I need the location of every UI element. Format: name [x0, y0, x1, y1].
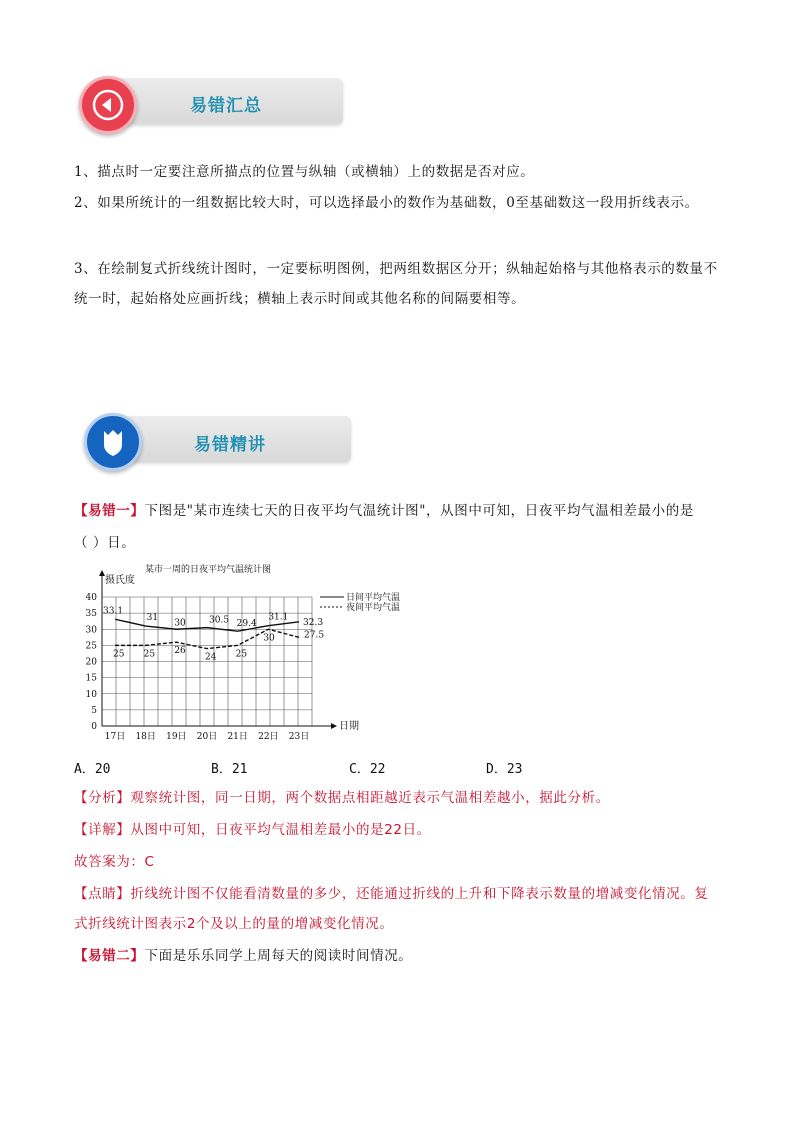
- option-d[interactable]: D．23: [486, 762, 523, 777]
- back-arrow-icon: [79, 76, 137, 134]
- data-label: 31.1: [268, 612, 289, 623]
- data-label: 32.3: [303, 617, 324, 628]
- question-tag: 【易错二】: [74, 948, 145, 964]
- option-a[interactable]: A．20: [74, 762, 111, 777]
- x-tick-label: 22日: [258, 732, 279, 742]
- y-axis-label: 摄氏度: [105, 575, 135, 586]
- question-text: 下图是"某市连续七天的日夜平均气温统计图"，从图中可知，日夜平均气温相差最小的是: [144, 503, 694, 519]
- x-tick-label: 20日: [196, 732, 218, 742]
- shield-icon: [84, 413, 142, 471]
- y-tick-label: 25: [85, 641, 97, 652]
- data-label: 33.1: [103, 606, 124, 617]
- data-label: 30.5: [209, 615, 230, 626]
- temperature-line-chart: [70, 563, 430, 748]
- y-tick-label: 0: [91, 722, 97, 732]
- y-tick-label: 30: [85, 625, 97, 636]
- comment-text-end: 个及以上的量的增减变化情况。: [196, 916, 394, 932]
- detail: [74, 815, 724, 845]
- y-tick-label: 35: [85, 609, 97, 620]
- x-tick-label: 23日: [288, 732, 310, 742]
- answer-text: 故答案为：: [74, 854, 145, 870]
- detail-tag: 【详解】: [74, 822, 131, 838]
- data-label: 26: [174, 646, 186, 657]
- comment: [74, 879, 722, 939]
- detail-text: 从图中可知，日夜平均气温相差最小的是: [130, 822, 385, 838]
- answer-value: C: [144, 854, 155, 870]
- data-label: 25: [113, 649, 125, 660]
- option-b[interactable]: B．21: [211, 762, 248, 777]
- summary-item-3: 3、在绘制复式折线统计图时，一定要标明图例，把两组数据区分开；纵轴起始格与其他格表示的数量不统一时，起始格处应画折线；横轴上表示时间或其他名称的间隔要相等。: [74, 261, 718, 307]
- analysis-tag: 【分析】: [74, 790, 131, 806]
- analysis: [74, 783, 724, 813]
- question-text: 下面是乐乐同学上周每天的阅读时间情况。: [144, 948, 413, 964]
- summary-item-2: 2、如果所统计的一组数据比较大时，可以选择最小的数作为基础数，0至基础数这一段用折线表示。: [74, 195, 699, 211]
- y-tick-label: 20: [85, 657, 97, 668]
- section-title: 易错精讲: [194, 435, 266, 455]
- x-tick-label: 18日: [135, 732, 156, 742]
- answer-blank: （ ）日。: [74, 535, 136, 551]
- question-2: [74, 941, 724, 971]
- comment-text: 折线统计图不仅能看清数量的多少，还能通过折线的上升和下降表示数量的增减变化情况。复式折线统计图表示: [74, 886, 709, 932]
- data-label: 27.5: [304, 630, 325, 641]
- final-answer: [74, 847, 724, 877]
- x-tick-label: 21日: [227, 732, 248, 742]
- x-tick-label: 19日: [166, 732, 187, 742]
- data-label: 30: [174, 618, 186, 629]
- data-label: 29.4: [236, 619, 257, 630]
- y-tick-label: 40: [85, 593, 97, 603]
- data-label: 31: [146, 613, 159, 624]
- analysis-text: 观察统计图，同一日期，两个数据点相距越近表示气温相差越小，据此分析。: [130, 790, 610, 806]
- question-tag: 【易错一】: [74, 503, 145, 519]
- data-label: 30: [263, 633, 275, 644]
- comment-tag: 【点睛】: [74, 886, 131, 902]
- option-c[interactable]: C．22: [349, 762, 386, 777]
- data-label: 24: [205, 652, 217, 663]
- chart-title: 某市一周的日夜平均气温统计图: [145, 565, 272, 575]
- x-axis-label: 日期: [339, 721, 359, 732]
- section-title: 易错汇总: [190, 96, 262, 116]
- question-1: [74, 496, 724, 526]
- y-tick-label: 15: [85, 673, 97, 684]
- summary-item-1: 1、描点时一定要注意所描点的位置与纵轴（或横轴）上的数据是否对应。: [74, 164, 535, 180]
- legend-label-night: 夜间平均气温: [346, 603, 401, 613]
- y-tick-label: 10: [85, 689, 97, 700]
- y-tick-label: 5: [91, 705, 97, 716]
- legend-label-day: 日间平均气温: [346, 593, 401, 603]
- x-axis-arrow: [331, 723, 337, 729]
- detail-number: 22: [384, 822, 403, 838]
- data-label: 25: [235, 649, 248, 660]
- x-tick-label: 17日: [104, 732, 126, 742]
- data-label: 25: [143, 649, 156, 660]
- comment-number: 2: [186, 916, 197, 932]
- detail-text-end: 日。: [402, 822, 431, 838]
